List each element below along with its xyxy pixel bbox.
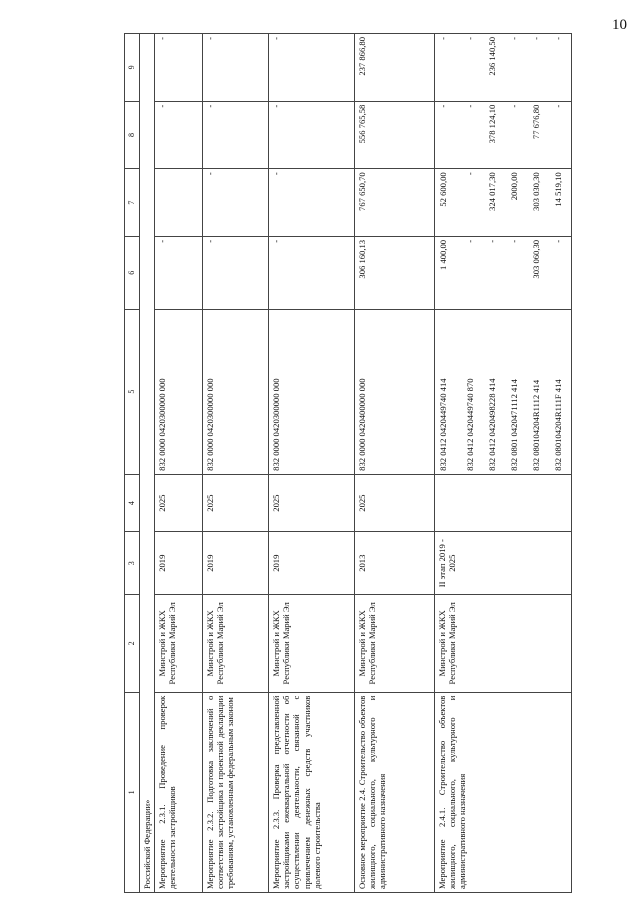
row-name: Мероприятие 2.3.1. Проведение проверок деятельности застройщиков (155, 692, 203, 892)
row-col8-value: - (509, 104, 520, 108)
row-col9-value: - (157, 37, 168, 40)
row-col9-value: - (531, 37, 542, 40)
row-col6-value: - (553, 239, 564, 243)
row-col6 (203, 236, 269, 309)
row-col8-value: - (205, 104, 216, 108)
row-col6-value: - (271, 239, 282, 243)
column-number-3: 3 (125, 532, 140, 595)
row-end-year: 2025 (355, 474, 435, 532)
row-col7 (435, 169, 572, 237)
row-end-year: 2025 (203, 474, 269, 532)
row-col8-value: - (553, 104, 564, 108)
row-name: Основное мероприятие 2.4. Строительство объектов жилищного, социального, культурного и административного назначения (355, 692, 435, 892)
row-col8-value: 378 124,10 (487, 104, 498, 144)
row-col6 (269, 236, 355, 309)
column-number-6: 6 (125, 236, 140, 309)
row-col8-value: - (438, 104, 449, 108)
region-row (140, 34, 155, 893)
row-col9 (355, 34, 435, 102)
column-number-4: 4 (125, 474, 140, 532)
row-start-year: 2019 (269, 532, 355, 595)
row-col9-value: - (205, 37, 216, 40)
row-budget-code-value: 832 0412 0420449740 414 (438, 378, 449, 471)
row-start-year: II этап 2019 - 2025 (435, 532, 572, 595)
table-row (435, 34, 572, 893)
row-end-year: 2025 (155, 474, 203, 532)
row-col7-value: 14 519,10 (553, 172, 564, 207)
program-table (124, 33, 572, 893)
row-executor: Минстрой и ЖКХ Республики Марий Эл (435, 595, 572, 693)
row-budget-code-value: 832 0412 0420498228 414 (487, 378, 498, 471)
rotated-table-container (124, 33, 616, 893)
column-number-9: 9 (125, 34, 140, 102)
row-col6 (355, 236, 435, 309)
row-col7-value: 324 017,30 (487, 172, 498, 211)
row-budget-code (203, 309, 269, 474)
page-number: 10 (612, 17, 627, 33)
row-col6-value: - (487, 239, 498, 243)
row-col9-value: - (465, 37, 476, 40)
table-row (203, 34, 269, 893)
row-budget-code-value: 832 0000 0420400000 000 (357, 378, 368, 471)
row-budget-code-value: 832 080104204R111F 414 (553, 379, 564, 471)
row-col7-value: - (205, 172, 216, 176)
row-budget-code-value: 832 080104204R1112 414 (531, 379, 542, 471)
row-col7-value: - (271, 172, 282, 176)
row-col8 (435, 101, 572, 169)
row-col7-value: 52 600,00 (438, 172, 449, 207)
row-col7-value: 767 650,70 (357, 172, 368, 211)
column-number-2: 2 (125, 595, 140, 693)
row-col8 (155, 101, 203, 169)
row-col9 (269, 34, 355, 102)
row-start-year: 2019 (203, 532, 269, 595)
row-budget-code (155, 309, 203, 474)
row-executor: Минстрой и ЖКХ Республики Марий Эл (203, 595, 269, 693)
row-col6-value: - (205, 239, 216, 243)
row-col9 (203, 34, 269, 102)
row-col8-value: - (157, 104, 168, 108)
column-number-8: 8 (125, 101, 140, 169)
row-start-year: 2019 (155, 532, 203, 595)
row-col7 (155, 169, 203, 237)
row-budget-code-value: 832 0000 0420300000 000 (157, 378, 168, 471)
row-col8-value: 77 676,80 (531, 104, 542, 140)
row-executor: Минстрой и ЖКХ Республики Марий Эл (355, 595, 435, 693)
row-col8-value: - (271, 104, 282, 108)
row-col8 (269, 101, 355, 169)
row-start-year: 2013 (355, 532, 435, 595)
row-col8-value: 556 765,58 (357, 104, 368, 144)
row-budget-code-value: 832 0000 0420300000 000 (271, 378, 282, 471)
row-end-year (435, 474, 572, 532)
row-name: Мероприятие 2.4.1. Строительство объектов жилищного, социального, культурного и административного назначения (435, 692, 572, 892)
column-number-7: 7 (125, 169, 140, 237)
row-col7 (269, 169, 355, 237)
row-budget-code-value: 832 0412 0420449740 870 (465, 378, 476, 471)
table-row (269, 34, 355, 893)
row-budget-code (355, 309, 435, 474)
row-col6-value: - (465, 239, 476, 243)
row-end-year: 2025 (269, 474, 355, 532)
column-number-1: 1 (125, 692, 140, 892)
row-budget-code (269, 309, 355, 474)
row-col6-value: 1 400,00 (438, 239, 449, 270)
row-col7-value: 303 030,30 (531, 172, 542, 211)
row-col8 (355, 101, 435, 169)
row-name: Мероприятие 2.3.2. Подготовка заключений о соответствии застройщика и проектной декларации требованиям, установленным федеральным законом (203, 692, 269, 892)
table-row (355, 34, 435, 893)
column-number-5: 5 (125, 309, 140, 474)
row-col6-value: - (509, 239, 520, 243)
row-col9-value: - (438, 37, 449, 40)
row-col7 (203, 169, 269, 237)
row-budget-code-value: 832 0000 0420300000 000 (205, 378, 216, 471)
row-col6 (155, 236, 203, 309)
row-col6-value: - (157, 239, 168, 243)
row-budget-code-value: 832 0801 0420471112 414 (509, 379, 520, 471)
row-executor: Минстрой и ЖКХ Республики Марий Эл (269, 595, 355, 693)
row-col8-value: - (465, 104, 476, 108)
region-label: Российской Федерации» (140, 34, 155, 893)
row-col9-value: - (553, 37, 564, 40)
row-col9-value: 237 866,80 (357, 37, 368, 76)
row-col9 (435, 34, 572, 102)
row-col6 (435, 236, 572, 309)
row-col9-value: 236 140,50 (487, 37, 498, 76)
row-col6-value: 303 060,30 (531, 239, 542, 279)
row-name: Мероприятие 2.3.3. Проверка представленной застройщиками ежеквартальной отчетности об осуществлении деятельности, связанной с привлечением денежных средств участников долевого строительства (269, 692, 355, 892)
row-executor: Минстрой и ЖКХ Республики Марий Эл (155, 595, 203, 693)
row-col9-value: - (509, 37, 520, 40)
row-col7-value: 2000,00 (509, 172, 520, 201)
table-row (155, 34, 203, 893)
row-col8 (203, 101, 269, 169)
row-col7-value: - (465, 172, 476, 176)
column-number-row (125, 34, 140, 893)
row-col6-value: 306 160,13 (357, 239, 368, 279)
row-budget-code (435, 309, 572, 474)
row-col9 (155, 34, 203, 102)
row-col9-value: - (271, 37, 282, 40)
row-col7 (355, 169, 435, 237)
